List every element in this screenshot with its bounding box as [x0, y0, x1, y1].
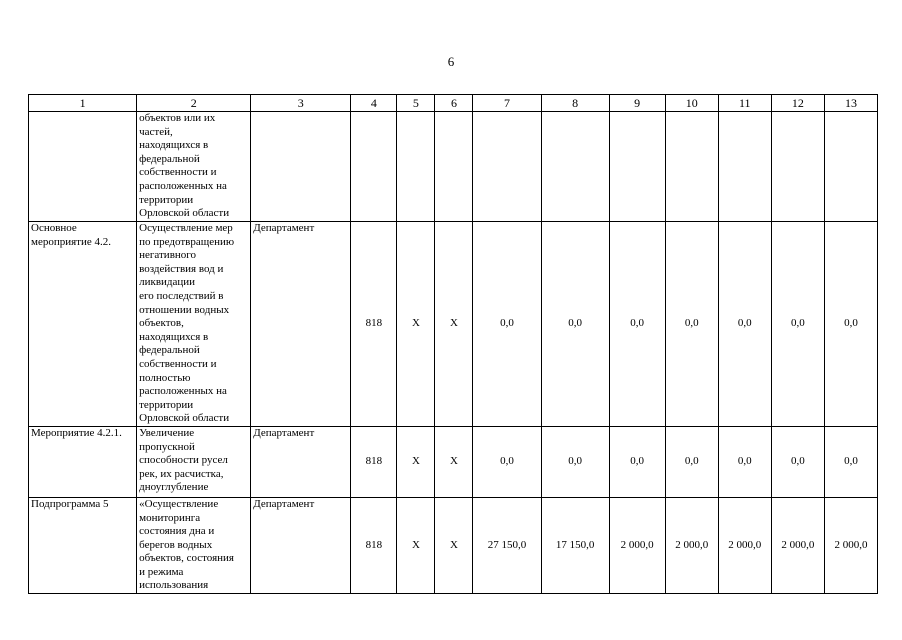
- column-header: 13: [824, 95, 877, 112]
- cell-value: 818: [351, 222, 397, 427]
- cell-value: 0,0: [771, 222, 824, 427]
- cell-value: 0,0: [541, 426, 609, 497]
- table-row: [29, 222, 878, 427]
- cell-value: 0,0: [473, 426, 541, 497]
- cell-value: X: [397, 497, 435, 593]
- cell-value: [351, 112, 397, 222]
- row-name: [29, 112, 137, 222]
- cell-value: [609, 112, 665, 222]
- cell-value: [435, 112, 473, 222]
- cell-value: [397, 112, 435, 222]
- cell-value: 27 150,0: [473, 497, 541, 593]
- row-description: «Осуществление мониторинга состояния дна и берегов водных объектов, состояния и режима использования: [137, 497, 251, 593]
- column-header: 7: [473, 95, 541, 112]
- cell-value: 2 000,0: [771, 497, 824, 593]
- cell-value: 0,0: [718, 426, 771, 497]
- row-owner: Департамент: [251, 497, 351, 593]
- cell-value: 818: [351, 426, 397, 497]
- page-number: 6: [447, 54, 455, 69]
- column-header: 11: [718, 95, 771, 112]
- cell-value: X: [435, 497, 473, 593]
- row-description: Увеличение пропускной способности русел рек, их расчистка, дноуглубление: [137, 426, 251, 497]
- cell-value: [665, 112, 718, 222]
- cell-value: [824, 112, 877, 222]
- cell-value: 0,0: [541, 222, 609, 427]
- column-header: 1: [29, 95, 137, 112]
- table-row: [29, 112, 878, 222]
- column-header: 12: [771, 95, 824, 112]
- row-description: объектов или их частей, находящихся в федеральной собственности и расположенных на территории Орловской области: [137, 112, 251, 222]
- cell-value: 2 000,0: [665, 497, 718, 593]
- cell-value: [771, 112, 824, 222]
- table-row: [29, 497, 878, 593]
- cell-value: 0,0: [771, 426, 824, 497]
- cell-value: 818: [351, 497, 397, 593]
- column-header: 6: [435, 95, 473, 112]
- row-name: Основное мероприятие 4.2.: [29, 222, 137, 427]
- column-header: 5: [397, 95, 435, 112]
- cell-value: [541, 112, 609, 222]
- row-name: Подпрограмма 5: [29, 497, 137, 593]
- row-owner: Департамент: [251, 222, 351, 427]
- cell-value: 0,0: [609, 222, 665, 427]
- cell-value: 17 150,0: [541, 497, 609, 593]
- row-owner: Департамент: [251, 426, 351, 497]
- column-header: 4: [351, 95, 397, 112]
- cell-value: X: [435, 426, 473, 497]
- column-header: 2: [137, 95, 251, 112]
- row-name: Мероприятие 4.2.1.: [29, 426, 137, 497]
- cell-value: X: [397, 426, 435, 497]
- cell-value: 0,0: [609, 426, 665, 497]
- row-owner: [251, 112, 351, 222]
- cell-value: 0,0: [718, 222, 771, 427]
- cell-value: [473, 112, 541, 222]
- cell-value: 2 000,0: [609, 497, 665, 593]
- cell-value: 0,0: [665, 426, 718, 497]
- cell-value: 2 000,0: [718, 497, 771, 593]
- cell-value: 0,0: [824, 426, 877, 497]
- cell-value: X: [397, 222, 435, 427]
- column-header: 9: [609, 95, 665, 112]
- cell-value: 0,0: [473, 222, 541, 427]
- cell-value: 0,0: [824, 222, 877, 427]
- cell-value: [718, 112, 771, 222]
- column-header: 3: [251, 95, 351, 112]
- cell-value: 2 000,0: [824, 497, 877, 593]
- cell-value: 0,0: [665, 222, 718, 427]
- column-header: 10: [665, 95, 718, 112]
- program-table: [28, 94, 878, 594]
- column-header: 8: [541, 95, 609, 112]
- header-row: [29, 95, 878, 112]
- table-row: [29, 426, 878, 497]
- row-description: Осуществление мер по предотвращению негативного воздействия вод и ликвидации его последствий в отношении водных объектов, находящихся в федеральной собственности и полностью расположенных на территории Орловской области: [137, 222, 251, 427]
- cell-value: X: [435, 222, 473, 427]
